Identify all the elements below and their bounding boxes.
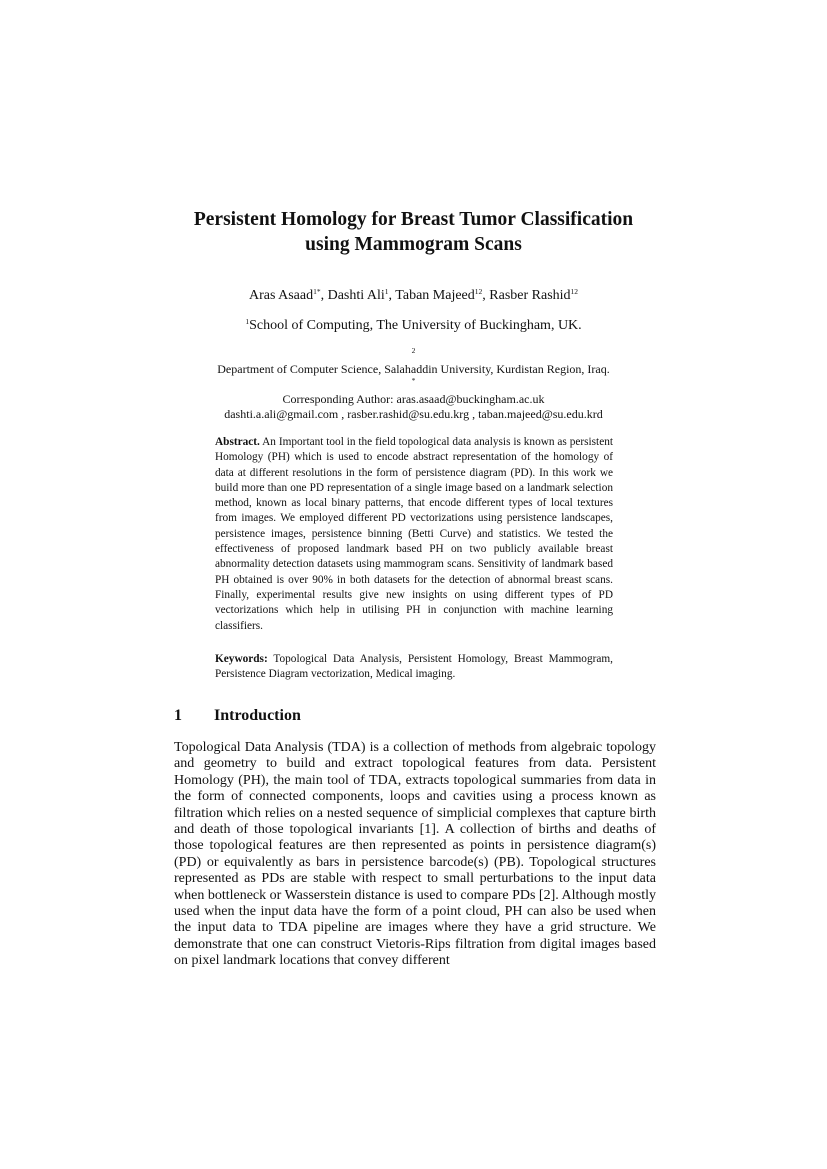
affiliation-mark: 1 [245, 317, 250, 326]
author-separator: , [388, 288, 396, 303]
corresponding-mark: * [411, 376, 416, 385]
keywords-label: Keywords: [215, 653, 268, 665]
author-separator: , [482, 288, 490, 303]
keywords [215, 652, 613, 683]
paper-title [120, 207, 707, 257]
title-line-1: Persistent Homology for Breast Tumor Classification [193, 209, 634, 230]
corresponding-text: Corresponding Author: aras.asaad@buckingham.ac.uk [282, 392, 545, 406]
author-affiliation-mark: 1* [313, 287, 321, 296]
introduction-paragraph: Topological Data Analysis (TDA) is a collection of methods from algebraic topology and geometry to build and extract topological features from data. Persistent Homology (PH), the main tool of TDA, extracts topological summaries from data in the form of connected components, loops and cavities using a process known as filtration which relies on a nested sequence of simplicial complexes that capture birth and death of those topological invariants [1]. A collection of births and deaths of those topological features are then represented as points in persistence diagram(s) (PD) or equivalently as bars in persistence barcode(s) (PB). Topological structures represented as PDs are stable with respect to small perturbations to the input data when bottleneck or Wasserstein distance is used to compare PDs [2]. Although mostly used when the input data have the form of a point cloud, PH can also be used when the input data to TDA pipeline are images where they have a grid structure. We demonstrate that one can construct Vietoris-Rips filtration from digital images based on pixel landmark locations that convey different [174, 740, 656, 969]
author-name: Dashti Ali [327, 288, 385, 303]
author-name: Aras Asaad [248, 288, 314, 303]
affiliation-text: Department of Computer Science, Salahaddin University, Kurdistan Region, Iraq. [217, 362, 610, 376]
abstract-text: An Important tool in the field topological data analysis is known as persistent Homology (PH) which is used to encode abstract representation of the homology of data at different resolutions in the form of persistence diagram (PD). In this work we build more than one PD representation of a single image based on a landmark selection method, known as local binary patterns, that encode different types of local textures from images. We employed different PD vectorizations using persistence landscapes, persistence images, persistence binning (Betti Curve) and statistics. We tested the effectiveness of proposed landmark based PH on two publicly available breast abnormality detection datasets using mammogram scans. Sensitivity of landmark based PH obtained is over 90% in both datasets for the detection of abnormal breast scans. Finally, experimental results give new insights on using different types of PD vectorizations which help in utilising PH in conjunction with machine learning classifiers. [215, 436, 613, 632]
affiliation-text: School of Computing, The University of Buckingham, UK. [249, 318, 582, 333]
author-emails: dashti.a.ali@gmail.com , rasber.rashid@su.edu.krg , taban.majeed@su.edu.krd [224, 407, 603, 421]
title-line-2: using Mammogram Scans [305, 234, 522, 255]
affiliation-2 [120, 347, 707, 377]
affiliation-mark: 2 [411, 346, 416, 355]
corresponding-author [120, 377, 707, 407]
keywords-text: Topological Data Analysis, Persistent Homology, Breast Mammogram, Persistence Diagram vectorization, Medical imaging. [215, 653, 613, 681]
author-affiliation-mark: 12 [570, 287, 579, 296]
author-name: Rasber Rashid [489, 288, 571, 303]
author-affiliation-mark: 12 [474, 287, 483, 296]
author-separator: , [320, 288, 328, 303]
section-number: 1 [174, 707, 182, 724]
affiliation-block [120, 347, 707, 422]
author-list [120, 287, 707, 305]
author-affiliation-mark: 1 [384, 287, 389, 296]
section-title: Introduction [214, 707, 301, 724]
abstract-label: Abstract. [215, 436, 260, 448]
abstract [215, 435, 613, 634]
section-heading [174, 706, 301, 726]
affiliation-1 [120, 317, 707, 335]
author-name: Taban Majeed [395, 288, 475, 303]
